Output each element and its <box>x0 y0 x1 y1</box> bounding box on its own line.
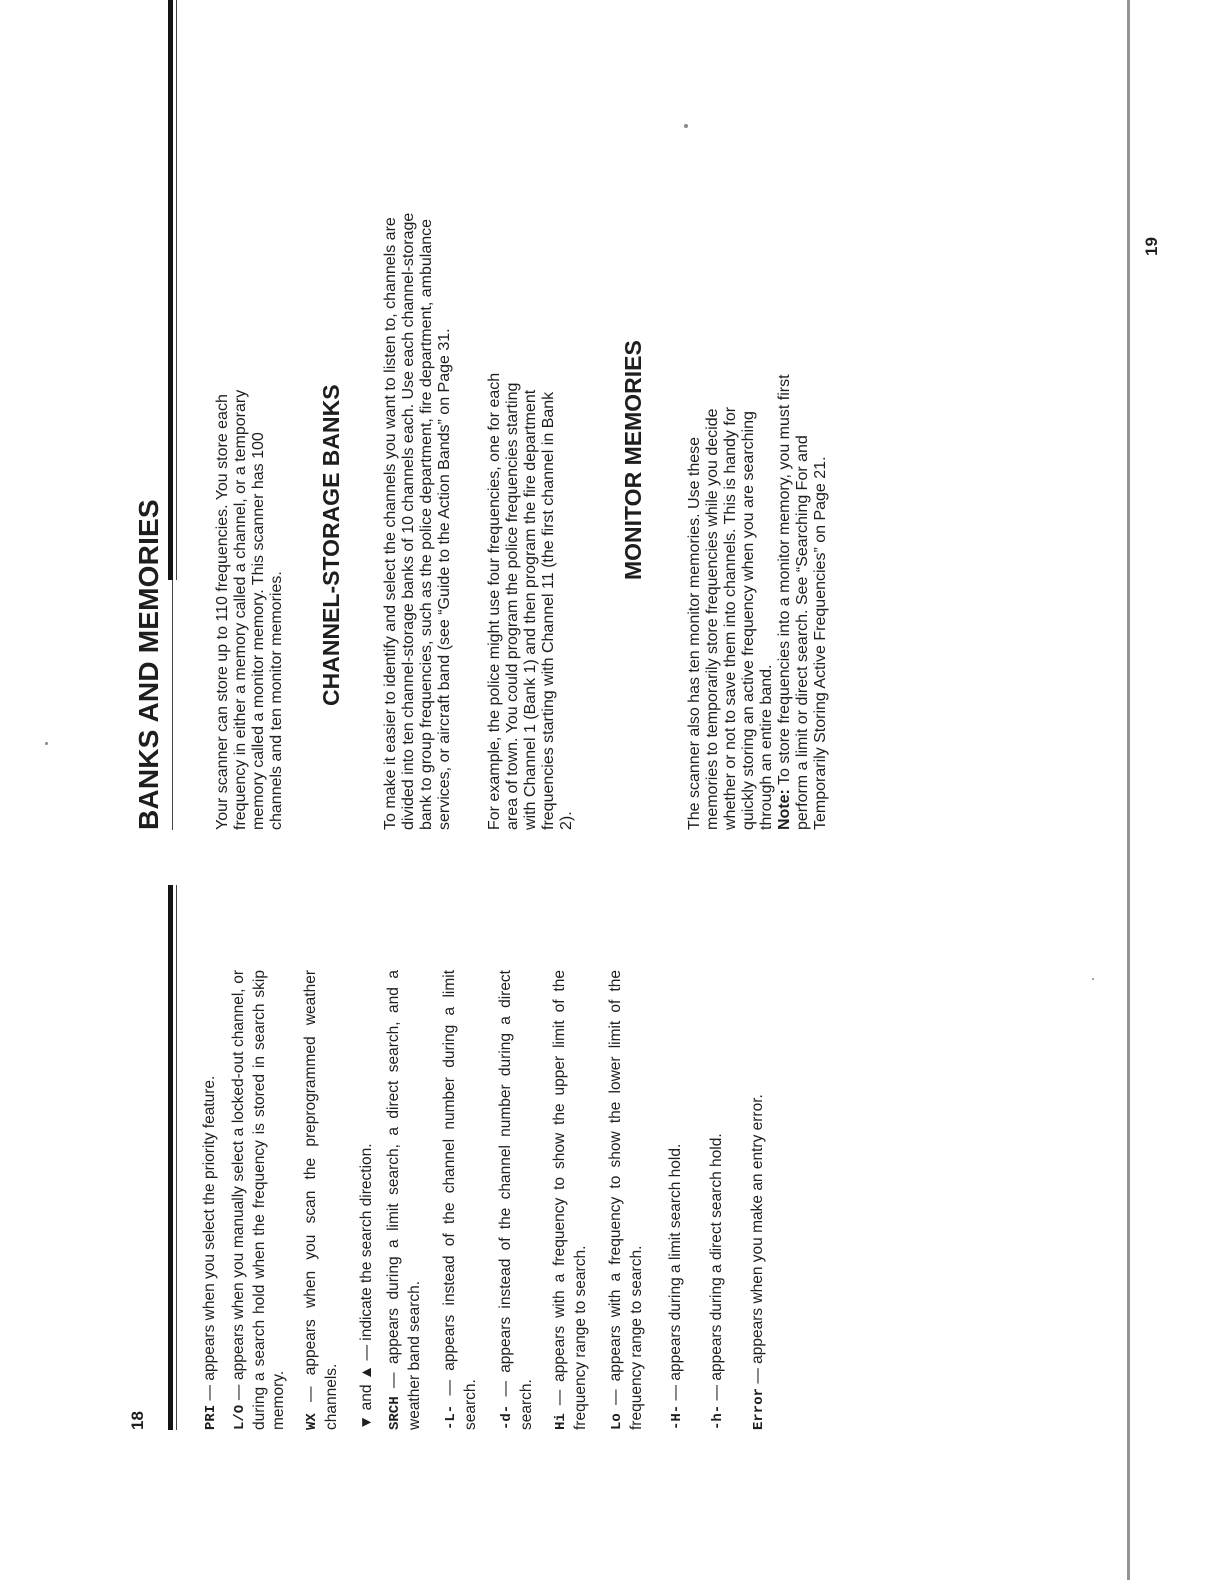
indicator-item <box>440 970 480 1430</box>
indicator-code: -h- <box>710 1404 726 1430</box>
page-number-19: 19 <box>1142 237 1161 256</box>
indicator-description: — indicate the search direction. <box>358 1143 375 1365</box>
indicator-description: — appears during a limit search hold. <box>667 1143 684 1405</box>
indicator-code: SRCH <box>387 1396 403 1430</box>
indicator-description: — appears when you scan the preprogrammed weather channels. <box>302 970 340 1430</box>
indicator-description: — appears when you select the priority feature. <box>201 1075 218 1405</box>
note-text: To store frequencies into a monitor memory, you must first perform a limit or direct search. See “Searching For and Temporarily Storing Active Frequencies” on Page 21. <box>776 374 829 830</box>
indicator-code: -H- <box>669 1404 685 1430</box>
indicator-code: -d- <box>499 1404 515 1430</box>
indicator-description: — appears when you make an entry error. <box>749 1094 766 1388</box>
indicator-item <box>550 970 590 1430</box>
display-indicator-list <box>200 970 769 1430</box>
indicator-item <box>707 970 728 1430</box>
intro-paragraph: Your scanner can store up to 110 frequencies. You store each frequency in either a memory called a channel, or a temporary memory called a monitor memory. This scanner has 100 channels and ten monitor memories. <box>214 389 285 830</box>
indicator-description: — appears with a frequency to show the lower limit of the frequency range to search. <box>607 970 645 1430</box>
page-number-18: 18 <box>128 1411 147 1430</box>
monitor-memories-note <box>760 370 846 830</box>
left-header-rule <box>176 885 177 1430</box>
scan-speck-3 <box>1092 978 1094 980</box>
indicator-item <box>229 970 288 1430</box>
right-header-bar <box>168 0 173 580</box>
indicator-item <box>301 970 341 1430</box>
indicator-item <box>357 970 376 1430</box>
right-header-rule <box>176 0 177 580</box>
left-header-bar <box>168 885 173 1430</box>
indicator-code: Hi <box>553 1413 569 1430</box>
title-underline <box>172 580 173 830</box>
indicator-description: — appears when you manually select a locked-out channel, or during a search hold when the frequency is stored in search skip memory. <box>230 970 287 1430</box>
indicator-code: -L- <box>443 1404 459 1430</box>
channel-storage-paragraph-1: To make it easier to identify and select the channels you want to listen to, channels are divided into ten channel-storage banks of 10 channels each. Use each channel-storage bank to group frequencies, such as the police department, fire department, ambulance services, or aircraft band (see “Guide to the Action Bands” on Page 31. <box>382 212 453 830</box>
indicator-item <box>496 970 536 1430</box>
indicator-code: ▼ and ▲ <box>358 1364 375 1430</box>
indicator-description: — appears instead of the channel number during a limit search. <box>441 970 479 1430</box>
note-label: Note: <box>776 789 793 830</box>
channel-storage-heading: CHANNEL-STORAGE BANKS <box>318 384 344 706</box>
indicator-description: — appears during a direct search hold. <box>708 1133 725 1405</box>
channel-storage-paragraph-2: For example, the police might use four frequencies, one for each area of town. You could program the police frequencies starting with Channel 1 (Bank 1) and then program the fire department frequencies starting with Channel 11 (the first channel in Bank 2). <box>486 372 575 830</box>
indicator-description: — appears instead of the channel number during a direct search. <box>497 970 535 1430</box>
indicator-item <box>606 970 646 1430</box>
indicator-code: Lo <box>609 1413 625 1430</box>
indicator-code: L/O <box>232 1404 248 1430</box>
monitor-memories-paragraph: The scanner also has ten monitor memories. Use these memories to temporarily store frequencies while you decide whether or not to save them into channels. This is handy for quickly storing an active frequency when you are searching through an entire band. <box>686 406 775 830</box>
indicator-item <box>384 970 424 1430</box>
scan-speck <box>45 742 48 745</box>
indicator-code: WX <box>304 1413 320 1430</box>
indicator-item <box>666 970 687 1430</box>
scan-edge-line <box>1127 0 1130 1580</box>
indicator-item <box>748 970 769 1430</box>
scan-speck-2 <box>684 124 688 128</box>
indicator-code: PRI <box>203 1404 219 1430</box>
indicator-description: — appears with a frequency to show the upper limit of the frequency range to search. <box>551 970 589 1430</box>
indicator-item <box>200 970 221 1430</box>
section-title: BANKS AND MEMORIES <box>133 499 164 830</box>
monitor-memories-heading: MONITOR MEMORIES <box>620 340 646 580</box>
indicator-description: — appears during a limit search, a direct search, and a weather band search. <box>385 970 423 1430</box>
indicator-code: Error <box>751 1387 767 1430</box>
